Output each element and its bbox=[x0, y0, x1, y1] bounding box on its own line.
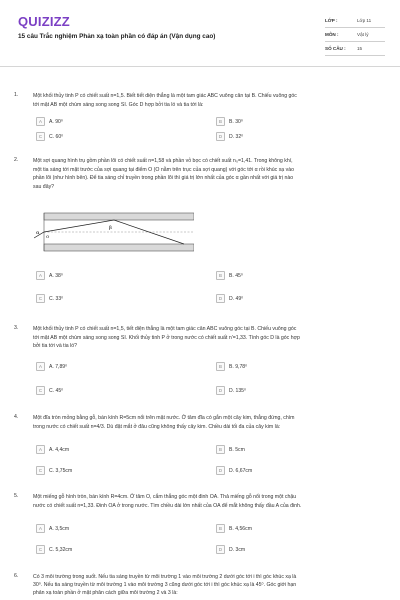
option-b[interactable] bbox=[216, 444, 245, 455]
option-letter: D bbox=[216, 466, 225, 475]
meta-value: 15 bbox=[357, 46, 363, 51]
beta-label: β bbox=[109, 225, 112, 231]
option-c[interactable] bbox=[36, 131, 63, 142]
option-a[interactable] bbox=[36, 444, 69, 455]
meta-table bbox=[325, 14, 385, 56]
option-letter: A bbox=[36, 524, 45, 533]
option-letter: C bbox=[36, 132, 45, 141]
question-line: nước có chiết suất n=1,33. Đinh OA ở trong nước. Tìm chiều dài lớn nhất của OA để mắt không thấy đầu A của đinh. bbox=[33, 503, 302, 509]
question-line: sau đây? bbox=[33, 183, 55, 190]
question-line: Một đĩa tròn mỏng bằng gỗ, bán kính R=5cm nổi trên mặt nước. Ở tâm đĩa có gắn một cây kim, thẳng đứng, chìm bbox=[33, 415, 295, 421]
option-text: C. 60⁰ bbox=[49, 133, 64, 140]
option-text: C. 5,32cm bbox=[49, 546, 73, 553]
option-text: D. 49⁰ bbox=[229, 295, 244, 302]
question-line: 30⁰. Nếu tia sáng truyền từ môi trường 1 vào môi trường 3 cũng dưới góc tới i thì góc khúc xạ là 45⁰. Góc giới hạn bbox=[33, 582, 297, 588]
question-line: tới mặt AB một chùm sáng song song SI. Góc D hợp bởi tia ló và tia tới là: bbox=[33, 102, 204, 108]
option-b[interactable] bbox=[216, 270, 243, 281]
option-letter: B bbox=[216, 524, 225, 533]
option-text: B. 45⁰ bbox=[229, 272, 243, 279]
option-letter: D bbox=[216, 294, 225, 303]
meta-key: MÔN : bbox=[325, 32, 339, 37]
option-text: B. 4,56cm bbox=[229, 525, 252, 532]
question-number: 5. bbox=[14, 493, 19, 499]
meta-value: Lớp 11 bbox=[357, 18, 372, 23]
option-text: C. 33⁰ bbox=[49, 295, 64, 302]
option-text: A. 90⁰ bbox=[49, 118, 63, 125]
question-line: tới mặt AB một chùm sáng song song SI. Khối thủy tinh P ở trong nước có chiết suất n'=1,33. Tính góc D là góc hợp bbox=[33, 334, 300, 341]
option-letter: B bbox=[216, 271, 225, 280]
question-line: Một sợi quang hình trụ gồm phần lõi có chiết suất n=1,58 và phần vỏ bọc có chiết suất n₀=1,41. Trong không khí, bbox=[33, 158, 293, 164]
question-line: Một khối thủy tinh P có chiết suất n=1,5. Biết tiết diện thẳng là một tam giác ABC vuông cân tại B. Chiếu vuông góc bbox=[33, 93, 297, 99]
quizizz-logo: QUIZIZZ bbox=[18, 14, 70, 29]
option-d[interactable] bbox=[216, 465, 252, 476]
meta-key: SỐ CÂU : bbox=[325, 46, 346, 51]
option-text: B. 9,78⁰ bbox=[229, 363, 248, 370]
option-d[interactable] bbox=[216, 385, 246, 396]
option-text: A. 7,89⁰ bbox=[49, 363, 68, 370]
option-letter: A bbox=[36, 271, 45, 280]
option-letter: A bbox=[36, 362, 45, 371]
option-letter: C bbox=[36, 545, 45, 554]
question-line: Một miếng gỗ hình tròn, bán kính R=4cm. Ở tâm O, cắm thẳng góc một đinh OA. Thả miếng gỗ nổi trong một chậu bbox=[33, 494, 297, 500]
option-text: D. 6,67cm bbox=[229, 467, 253, 474]
option-d[interactable] bbox=[216, 544, 245, 555]
option-a[interactable] bbox=[36, 361, 67, 372]
option-d[interactable] bbox=[216, 131, 243, 142]
option-text: D. 135⁰ bbox=[229, 387, 247, 394]
question-line: phần lõi (như hình bên). Để tia sáng chỉ truyền trong phần lõi thì giá trị lớn nhất của góc α gần nhất với giá trị nào bbox=[33, 175, 294, 181]
fiber-cladding-bottom bbox=[44, 244, 194, 251]
option-b[interactable] bbox=[216, 116, 243, 127]
option-c[interactable] bbox=[36, 465, 72, 476]
option-letter: D bbox=[216, 132, 225, 141]
meta-row-class bbox=[325, 14, 385, 28]
option-c[interactable] bbox=[36, 293, 63, 304]
option-letter: C bbox=[36, 466, 45, 475]
option-c[interactable] bbox=[36, 385, 63, 396]
option-a[interactable] bbox=[36, 116, 63, 127]
option-text: C. 3,75cm bbox=[49, 467, 73, 474]
option-text: B. 5cm bbox=[229, 446, 245, 453]
option-letter: A bbox=[36, 445, 45, 454]
meta-value: Vật lý bbox=[357, 32, 369, 37]
option-letter: D bbox=[216, 545, 225, 554]
option-letter: C bbox=[36, 386, 45, 395]
fiber-cladding-top bbox=[44, 213, 194, 220]
question-number: 2. bbox=[14, 157, 19, 163]
option-letter: C bbox=[36, 294, 45, 303]
option-letter: D bbox=[216, 386, 225, 395]
option-c[interactable] bbox=[36, 544, 72, 555]
alpha-label: α bbox=[36, 230, 40, 236]
option-a[interactable] bbox=[36, 523, 69, 534]
question-line: một tia sáng tới mặt trước của sợi quang tại điểm O (O nằm trên trục của sợi quang) với góc tới α rồi khúc xạ vào bbox=[33, 166, 294, 173]
option-letter: B bbox=[216, 117, 225, 126]
question-line: Có 3 môi trường trong suốt. Nếu tia sáng truyền từ môi trường 1 vào môi trường 2 dưới góc tới i thì góc khúc xạ là bbox=[33, 574, 297, 580]
option-b[interactable] bbox=[216, 361, 247, 372]
option-text: C. 45⁰ bbox=[49, 387, 64, 394]
meta-key: LỚP : bbox=[325, 18, 338, 23]
meta-row-count bbox=[325, 42, 385, 56]
option-text: D. 32⁰ bbox=[229, 133, 244, 140]
meta-row-subject bbox=[325, 28, 385, 42]
question-number: 4. bbox=[14, 414, 19, 420]
question-number: 1. bbox=[14, 92, 19, 98]
option-b[interactable] bbox=[216, 523, 252, 534]
optical-fiber-diagram bbox=[34, 207, 194, 259]
option-d[interactable] bbox=[216, 293, 243, 304]
question-line: phản xạ toàn phần ở mặt phân cách giữa môi trường 2 và 3 là: bbox=[33, 590, 178, 596]
question-number: 6. bbox=[14, 573, 19, 579]
origin-label: O bbox=[46, 234, 50, 239]
option-text: B. 30⁰ bbox=[229, 118, 243, 125]
option-letter: B bbox=[216, 362, 225, 371]
document-title: 15 câu Trắc nghiệm Phản xạ toàn phần có đáp án (Vận dụng cao) bbox=[18, 33, 216, 40]
question-line: trong nước có chiết suất n=4/3. Dù đặt mắt ở đâu cũng không thấy cây kim. Chiều dài tối đa của cây kim là: bbox=[33, 424, 281, 430]
question-number: 3. bbox=[14, 325, 19, 331]
option-a[interactable] bbox=[36, 270, 63, 281]
option-text: A. 4,4cm bbox=[49, 446, 70, 453]
header-divider bbox=[0, 66, 400, 67]
option-letter: B bbox=[216, 445, 225, 454]
option-text: A. 3,5cm bbox=[49, 525, 70, 532]
question-line: bởi tia tới và tia ló? bbox=[33, 343, 78, 349]
question-line: Một khối thủy tinh P có chiết suất n=1,5, tiết diện thẳng là một tam giác cân ABC vuông góc tại B. Chiếu vuông góc bbox=[33, 326, 297, 332]
option-text: D. 3cm bbox=[229, 546, 246, 553]
option-text: A. 38⁰ bbox=[49, 272, 63, 279]
option-letter: A bbox=[36, 117, 45, 126]
